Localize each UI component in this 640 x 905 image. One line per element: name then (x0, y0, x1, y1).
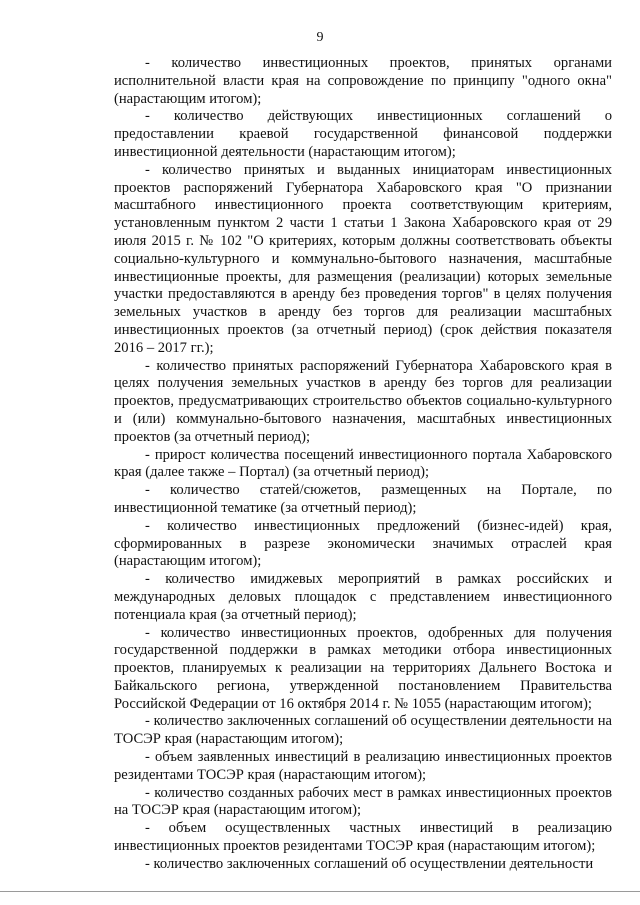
list-item: - объем осуществленных частных инвестиций в реализацию инвестиционных проектов резидентами ТОСЭР края (нарастающим итогом); (114, 820, 612, 855)
list-item: - количество принятых распоряжений Губернатора Хабаровского края в целях получения земельных участков в аренду без торгов для реализации проектов, предусматривающих строительство объектов социально-культурного и (или) коммунально-бытового назначения, масштабных инвестиционных проектов (за отчетный период); (114, 357, 612, 445)
list-item: - количество инвестиционных проектов, принятых органами исполнительной власти края на сопровождение по принципу "одного окна" (нарастающим итогом); (114, 55, 612, 107)
list-item: - количество имиджевых мероприятий в рамках российских и международных деловых площадок с представлением инвестиционного потенциала края (за отчетный период); (114, 571, 612, 623)
page-bottom-edge (0, 891, 640, 892)
page-number: 9 (316, 30, 324, 45)
document-body (114, 55, 612, 874)
list-item: - объем заявленных инвестиций в реализацию инвестиционных проектов резидентами ТОСЭР края (нарастающим итогом); (114, 749, 612, 783)
list-item: - количество действующих инвестиционных соглашений о предоставлении краевой государственной финансовой поддержки инвестиционной деятельности (нарастающим итогом); (114, 108, 612, 160)
list-item: - количество созданных рабочих мест в рамках инвестиционных проектов на ТОСЭР края (нарастающим итогом); (114, 784, 612, 819)
list-item: - количество статей/сюжетов, размещенных на Портале, по инвестиционной тематике (за отчетный период); (114, 482, 612, 516)
list-item: - количество инвестиционных предложений (бизнес-идей) края, сформированных в разрезе экономически значимых отраслей края (нарастающим итогом); (114, 517, 612, 570)
list-item: - количество заключенных соглашений об осуществлении деятельности (145, 855, 594, 872)
list-item: - количество заключенных соглашений об осуществлении деятельности на ТОСЭР края (нарастающим итогом); (114, 713, 612, 748)
list-item: - количество инвестиционных проектов, одобренных для получения государственной поддержки в рамках методики отбора инвестиционных проектов, планируемых к реализации на территориях Дальнего Востока и Байкальского региона, утвержденной постановлением Правительства Российской Федерации от 16 октября 2014 г. № 1055 (нарастающим итогом); (114, 624, 612, 712)
list-item: - количество принятых и выданных инициаторам инвестиционных проектов распоряжений Губернатора Хабаровского края "О признании масштабного инвестиционного проекта соответствующим критериям, установленным пунктом 2 части 1 статьи 1 Закона Хабаровского края от 29 июля 2015 г. № 102 "О критериях, которым должны соответствовать объекты социально-культурного и коммунально-бытового назначения, масштабные инвестиционные проекты, для размещения (реализации) которых земельные участки предоставляются в аренду без проведения торгов" в целях получения земельных участков в аренду без торгов для реализации масштабных инвестиционных проектов (за отчетный период) (срок действия показателя 2016 – 2017 гг.); (114, 161, 612, 356)
list-item: - прирост количества посещений инвестиционного портала Хабаровского края (далее также – Портал) (за отчетный период); (114, 446, 612, 481)
